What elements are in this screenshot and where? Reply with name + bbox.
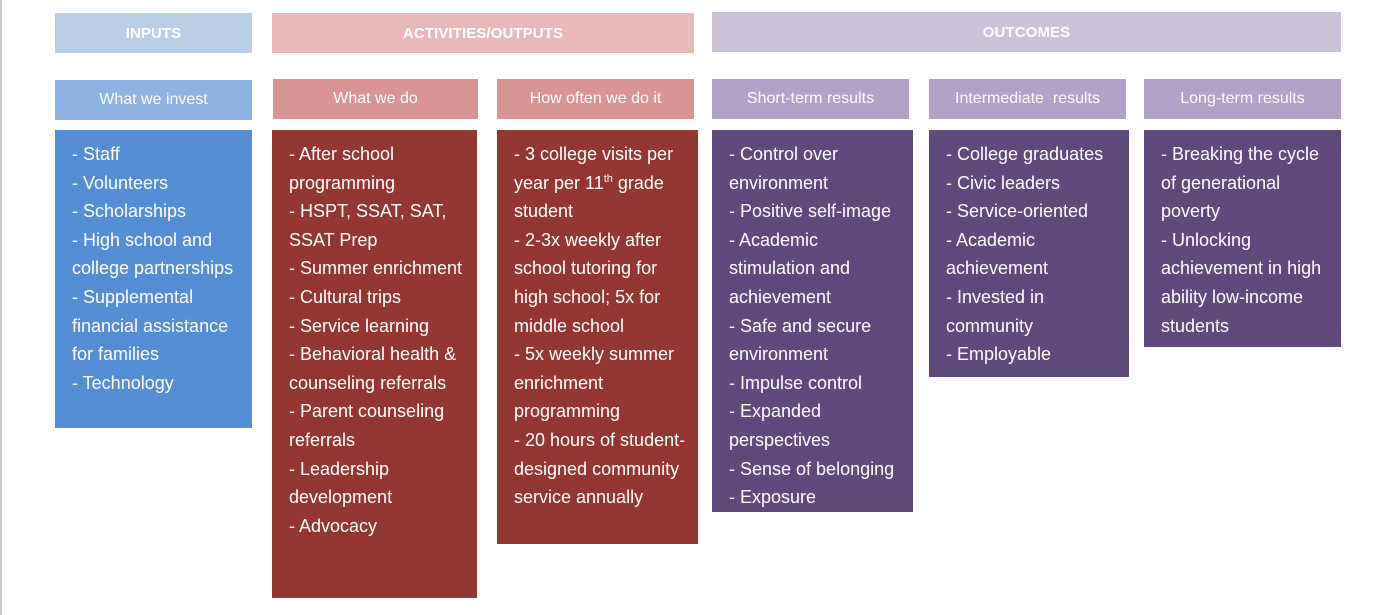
list-item: - Civic leaders [946, 172, 1061, 193]
list-item: - Volunteers [72, 172, 169, 193]
list-item: - Cultural trips [289, 286, 402, 307]
inputs-box [55, 130, 252, 428]
list-item: - Parent counseling referrals [289, 401, 445, 450]
list-item: - Summer enrichment [289, 258, 463, 279]
list-item: - Unlocking achievement in high ability low-income students [1161, 229, 1322, 336]
subheader-long-term: Long-term results [1144, 79, 1341, 119]
list-item: - Academic achievement [946, 229, 1049, 279]
list-item: - HSPT, SSAT, SAT, SSAT Prep [289, 201, 447, 250]
short-term-box [712, 130, 913, 512]
list-item-text: grade student [514, 172, 664, 222]
subheader-intermediate: Intermediate results [929, 79, 1126, 119]
superscript-text: th [603, 172, 613, 185]
frequency-list [514, 140, 690, 512]
list-item: - Academic stimulation and achievement [729, 229, 851, 307]
inputs-header: INPUTS [55, 13, 252, 53]
list-item: - Supplemental financial assistance for families [72, 286, 229, 365]
subheader-how-often: How often we do it [497, 79, 694, 119]
list-item: - Leadership development [289, 458, 393, 508]
list-item: - Scholarships [72, 201, 187, 222]
outcomes-header: OUTCOMES [712, 12, 1341, 52]
left-edge-line [0, 0, 2, 615]
list-item: - Service-oriented [946, 201, 1089, 222]
subheader-short-term: Short-term results [712, 79, 909, 119]
list-item: - After school programming [289, 144, 396, 193]
list-item: - Sense of belonging [729, 458, 895, 479]
list-item-text: - 3 college visits per year per 11 [514, 144, 674, 193]
list-item: - Behavioral health & counseling referrals [289, 344, 457, 393]
frequency-box [497, 130, 698, 544]
activities-box [272, 130, 477, 598]
intermediate-list [946, 140, 1121, 369]
list-item: - Expanded perspectives [729, 401, 831, 450]
list-item: - Advocacy [289, 515, 378, 536]
subheader-what-we-do: What we do [273, 79, 478, 119]
list-item: - Safe and secure environment [729, 315, 872, 365]
activities-list [289, 140, 469, 540]
list-item: - Control over environment [729, 144, 839, 193]
list-item: - Technology [72, 372, 174, 393]
subheader-what-we-invest: What we invest [55, 80, 252, 120]
list-item: - Invested in community [946, 286, 1045, 336]
long-term-box [1144, 130, 1341, 347]
long-term-list [1161, 140, 1333, 340]
inputs-list [72, 140, 244, 397]
list-item: - Staff [72, 144, 120, 164]
short-term-list [729, 140, 905, 512]
list-item: - Impulse control [729, 372, 863, 393]
list-item: - Exposure [729, 487, 817, 508]
list-item: - High school and college partnerships [72, 229, 234, 279]
list-item: - 20 hours of student-designed community service annually [514, 429, 686, 508]
activities-outputs-header: ACTIVITIES/OUTPUTS [272, 13, 694, 53]
list-item: - Employable [946, 344, 1052, 365]
list-item: - 2-3x weekly after school tutoring for high school; 5x for middle school [514, 229, 662, 336]
intermediate-box [929, 130, 1129, 377]
list-item: - 5x weekly summer enrichment programming [514, 344, 675, 422]
list-item: - Service learning [289, 315, 430, 336]
list-item: - Positive self-image [729, 201, 892, 222]
list-item [514, 140, 690, 226]
list-item: - College graduates [946, 144, 1104, 164]
list-item: - Breaking the cycle of generational poverty [1161, 144, 1320, 222]
